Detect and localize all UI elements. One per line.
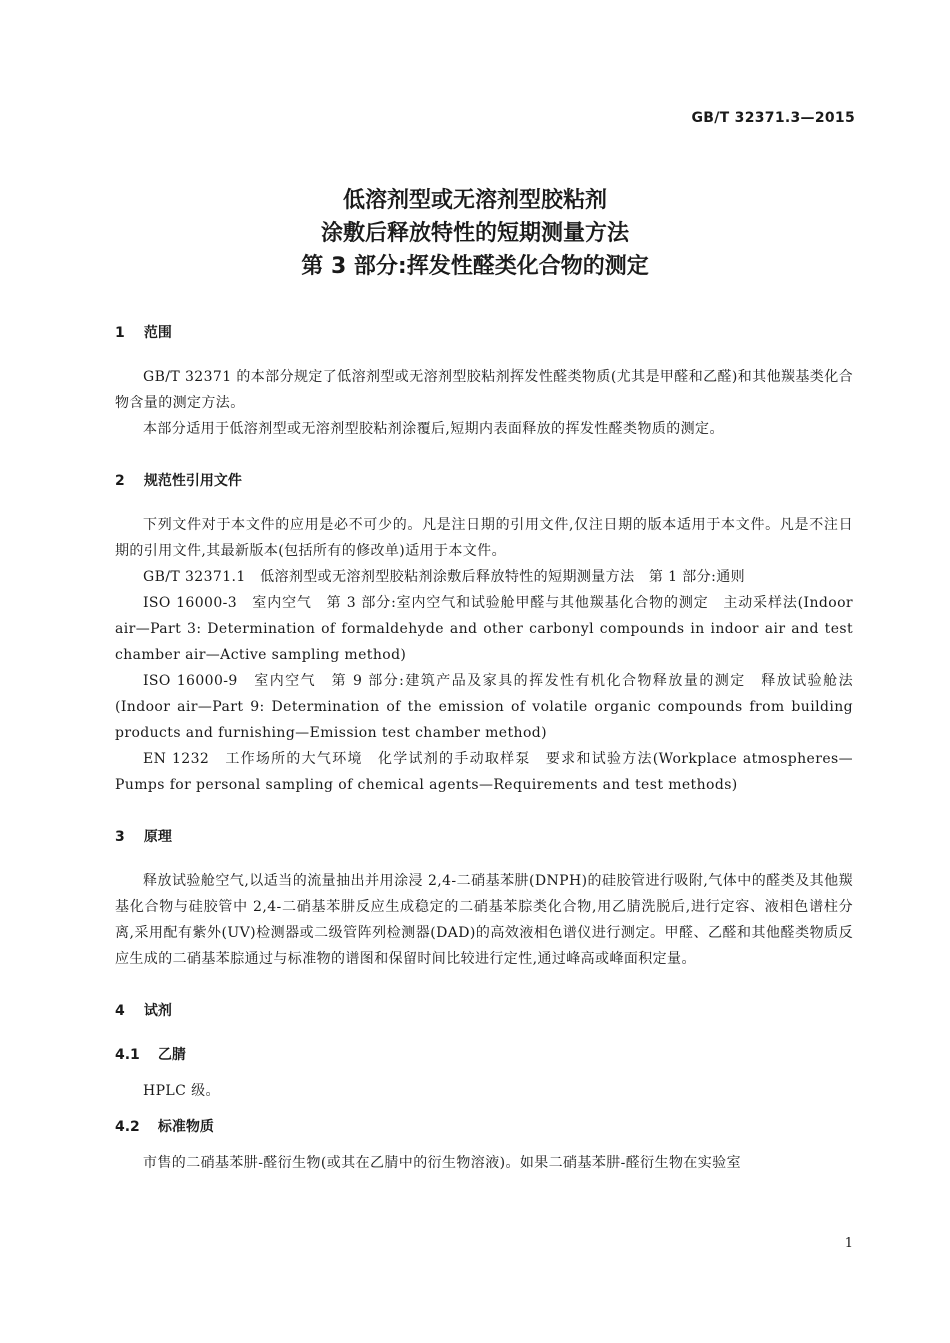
subsection-number: 4.2 xyxy=(115,1119,140,1135)
paragraph: HPLC 级。 xyxy=(143,1083,220,1099)
standard-number: GB/T 32371.3—2015 xyxy=(691,110,855,126)
subsection-title: 标准物质 xyxy=(157,1119,214,1135)
paragraph: 本部分适用于低溶剂型或无溶剂型胶粘剂涂覆后,短期内表面释放的挥发性醛类物质的测定。 xyxy=(143,421,724,437)
paragraph: 释放试验舱空气,以适当的流量抽出并用涂浸 2,4-二硝基苯肼(DNPH)的硅胶管进行吸附,气体中的醛类及其他羰基化合物与硅胶管中 2,4-二硝基苯肼反应生成稳定的二硝基苯腙类化合物,用乙腈洗脱后,进行定容、液相色谱柱分离,采用配有紫外(UV)检测器或二级管阵列检测器(DAD)的高效液相色谱仪进行测定。甲醛、乙醛和其他醛类物质反应生成的二硝基苯腙通过与标准物的谱图和保留时间比较进行定性,通过峰高或峰面积定量。 xyxy=(115,873,853,967)
section-number: 2 xyxy=(115,473,125,489)
page-number: 1 xyxy=(844,1236,853,1251)
document-body xyxy=(115,320,853,1176)
section-title: 范围 xyxy=(143,325,172,341)
paragraph: 市售的二硝基苯肼-醛衍生物(或其在乙腈中的衍生物溶液)。如果二硝基苯肼-醛衍生物在实验室 xyxy=(143,1155,741,1171)
section-title: 试剂 xyxy=(143,1003,172,1019)
section-heading-scope xyxy=(115,320,853,346)
reference-item: ISO 16000-9 室内空气 第 9 部分:建筑产品及家具的挥发性有机化合物释放量的测定 释放试验舱法(Indoor air—Part 9: Determination of the emission of volatile organic compounds from building products and furnishing—Emission test chamber method) xyxy=(115,673,853,741)
document-title xyxy=(0,184,950,283)
section-number: 1 xyxy=(115,325,125,341)
title-line-3: 第 3 部分:挥发性醛类化合物的测定 xyxy=(301,254,649,279)
title-line-2: 涂敷后释放特性的短期测量方法 xyxy=(320,221,629,246)
subsection-heading-acetonitrile xyxy=(115,1042,853,1068)
reference-item: GB/T 32371.1 低溶剂型或无溶剂型胶粘剂涂敷后释放特性的短期测量方法 第 1 部分:通则 xyxy=(143,569,745,585)
section-heading-normative-references xyxy=(115,468,853,494)
section-title: 原理 xyxy=(143,829,172,845)
subsection-heading-standard-substance xyxy=(115,1114,853,1140)
section-title: 规范性引用文件 xyxy=(143,473,242,489)
subsection-number: 4.1 xyxy=(115,1047,140,1063)
section-number: 3 xyxy=(115,829,125,845)
paragraph: GB/T 32371 的本部分规定了低溶剂型或无溶剂型胶粘剂挥发性醛类物质(尤其是甲醛和乙醛)和其他羰基类化合物含量的测定方法。 xyxy=(115,369,853,411)
section-heading-principle xyxy=(115,824,853,850)
section-number: 4 xyxy=(115,1003,125,1019)
paragraph: 下列文件对于本文件的应用是必不可少的。凡是注日期的引用文件,仅注日期的版本适用于本文件。凡是不注日期的引用文件,其最新版本(包括所有的修改单)适用于本文件。 xyxy=(115,517,853,559)
subsection-title: 乙腈 xyxy=(157,1047,186,1063)
title-line-1: 低溶剂型或无溶剂型胶粘剂 xyxy=(342,188,607,213)
section-heading-reagents xyxy=(115,998,853,1024)
reference-item: EN 1232 工作场所的大气环境 化学试剂的手动取样泵 要求和试验方法(Workplace atmospheres—Pumps for personal sampling of chemical agents—Requirements and test methods) xyxy=(115,751,853,793)
reference-item: ISO 16000-3 室内空气 第 3 部分:室内空气和试验舱甲醛与其他羰基化合物的测定 主动采样法(Indoor air—Part 3: Determination of formaldehyde and other carbonyl compounds in indoor air and test chamber air—Active sampling method) xyxy=(115,595,853,663)
